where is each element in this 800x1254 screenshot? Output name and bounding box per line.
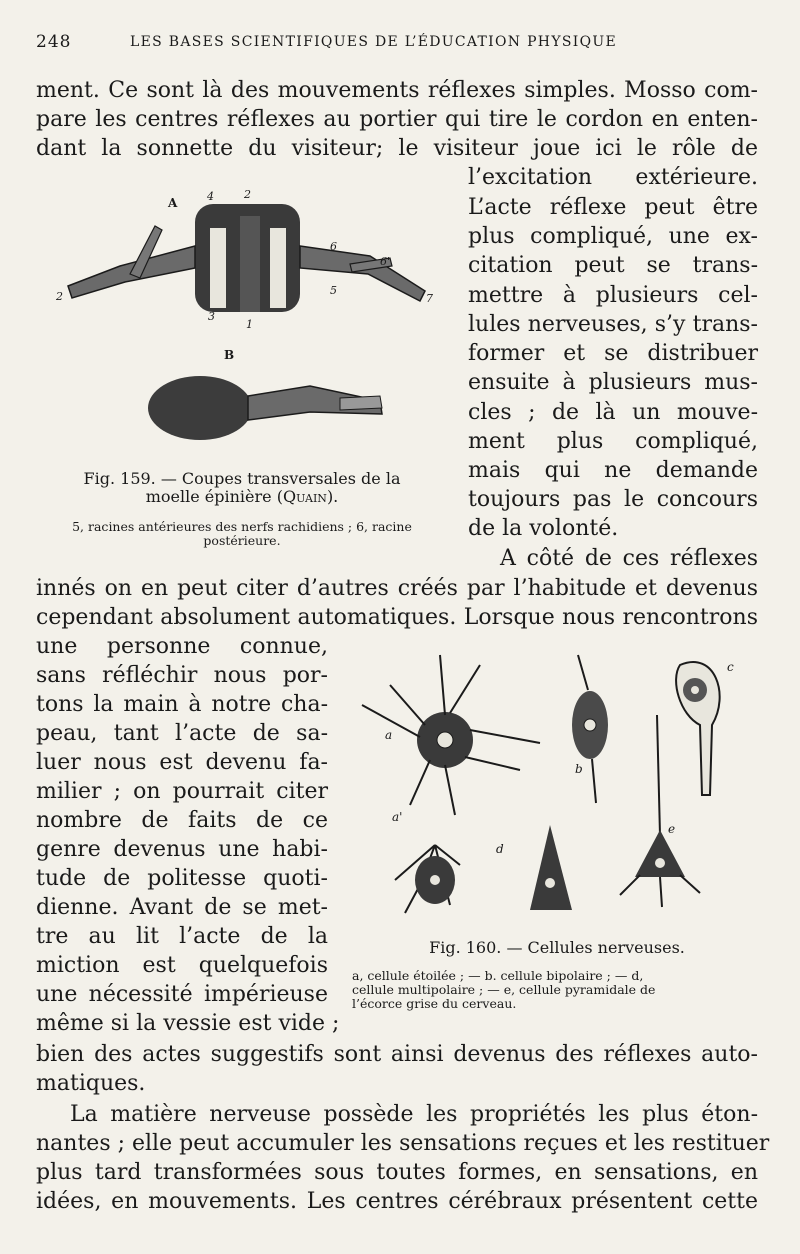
figure-number-label: 2 xyxy=(56,290,63,303)
figure-160-nerve-cells-illustration xyxy=(350,645,770,925)
text-line: l’excitation extérieure. xyxy=(468,165,758,190)
cell-label-c: c xyxy=(727,660,734,674)
figure-159-legend xyxy=(36,520,448,548)
text-line: pare les centres réflexes au portier qui tire le cordon en enten- xyxy=(36,107,758,132)
text-line: former et se distribuer xyxy=(468,341,758,366)
page-header xyxy=(36,32,776,58)
legend-line: postérieure. xyxy=(203,533,281,548)
text-line: plus tard transformées sous toutes formes, en sensations, en xyxy=(36,1160,758,1185)
text-line: ensuite à plusieurs mus- xyxy=(468,370,758,395)
text-line: plus compliqué, une ex- xyxy=(468,224,758,249)
figure-number-label: 2 xyxy=(244,188,251,201)
text-line: cles ; de là un mouve- xyxy=(468,400,758,425)
figure-160-legend xyxy=(352,969,762,1011)
figure-number-label: 7 xyxy=(426,292,433,305)
text-line: ment. Ce sont là des mouvements réflexes simples. Mosso com- xyxy=(36,78,758,103)
figure-number-label: 5 xyxy=(330,284,337,297)
cell-label-a: a xyxy=(385,728,393,742)
text-line: dant la sonnette du visiteur; le visiteur joue ici le rôle de xyxy=(36,136,758,161)
figure-159-caption xyxy=(36,470,448,506)
legend-line: a, cellule étoilée ; — b. cellule bipolaire ; — d, xyxy=(352,968,644,983)
text-line: bien des actes suggestifs sont ainsi devenus des réflexes auto- xyxy=(36,1042,758,1067)
text-line: sans réfléchir nous por- xyxy=(36,663,328,688)
cell-c-drawing xyxy=(676,662,720,795)
text-line: tre au lit l’acte de la xyxy=(36,924,328,949)
text-line: dienne. Avant de se met- xyxy=(36,895,328,920)
running-head: LES BASES SCIENTIFIQUES DE L’ÉDUCATION PHYSIQUE xyxy=(130,34,617,50)
text-line: même si la vessie est vide ; xyxy=(36,1011,340,1036)
cell-label-e: e xyxy=(668,822,676,836)
figure-number-label: 4 xyxy=(207,190,214,203)
cell-label-a-prime: a' xyxy=(392,810,403,824)
text-line: milier ; on pourrait citer xyxy=(36,779,328,804)
text-line: nantes ; elle peut accumuler les sensations reçues et les restituer xyxy=(36,1131,770,1156)
text-line: ment plus compliqué, xyxy=(468,429,758,454)
figure-number-label: 1 xyxy=(246,318,253,331)
figure-label-a: A xyxy=(168,196,178,210)
figure-number-label: 6 xyxy=(330,240,337,253)
text-line: matiques. xyxy=(36,1071,146,1096)
text-line: tons la main à notre cha- xyxy=(36,692,328,717)
text-line: de la volonté. xyxy=(468,516,619,541)
cell-label-d: d xyxy=(496,842,504,856)
text-line: A côté de ces réflexes xyxy=(500,546,758,571)
figure-number-label: 3 xyxy=(208,310,215,323)
legend-line: 5, racines antérieures des nerfs rachidiens ; 6, racine xyxy=(72,519,412,534)
page-number: 248 xyxy=(36,32,72,52)
text-line: genre devenus une habi- xyxy=(36,837,328,862)
caption-text: moelle épinière ( xyxy=(145,487,283,506)
cell-d2-drawing xyxy=(530,825,572,910)
text-line: tude de politesse quoti- xyxy=(36,866,328,891)
legend-line: l’écorce grise du cerveau. xyxy=(352,996,517,1011)
text-line: luer nous est devenu fa- xyxy=(36,750,328,775)
figure-label-b: B xyxy=(224,348,235,362)
caption-author: Quain xyxy=(282,487,327,506)
legend-line: cellule multipolaire ; — e, cellule pyramidale de xyxy=(352,982,656,997)
text-line: miction est quelquefois xyxy=(36,953,328,978)
text-line: peau, tant l’acte de sa- xyxy=(36,721,328,746)
caption-text: ). xyxy=(326,487,339,506)
cell-label-b: b xyxy=(575,762,583,776)
text-line: nombre de faits de ce xyxy=(36,808,328,833)
text-line: une personne connue, xyxy=(36,634,328,659)
text-line: une nécessité impérieuse xyxy=(36,982,328,1007)
text-line: La matière nerveuse possède les propriétés les plus éton- xyxy=(70,1102,758,1127)
cell-d-multipolar-drawing xyxy=(395,845,460,913)
text-line: lules nerveuses, s’y trans- xyxy=(468,312,758,337)
text-line: citation peut se trans- xyxy=(468,253,758,278)
section-b-drawing xyxy=(148,376,382,440)
section-a-drawing xyxy=(68,204,425,312)
text-line: idées, en mouvements. Les centres cérébraux présentent cette xyxy=(36,1189,758,1214)
text-line: L’acte réflexe peut être xyxy=(468,195,758,220)
caption-line: Fig. 159. — Coupes transversales de la xyxy=(83,469,401,488)
figure-159-spinal-cord-illustration xyxy=(50,186,450,446)
text-line: cependant absolument automatiques. Lorsque nous rencontrons xyxy=(36,605,758,630)
caption-line-author xyxy=(36,488,448,506)
cell-e-pyramidal-drawing xyxy=(620,715,700,907)
figure-number-label: 6' xyxy=(380,255,391,268)
text-line: mettre à plusieurs cel- xyxy=(468,283,758,308)
text-line: toujours pas le concours xyxy=(468,487,758,512)
text-line: innés on en peut citer d’autres créés par l’habitude et devenus xyxy=(36,576,758,601)
cell-b-bipolar-drawing xyxy=(572,655,608,803)
text-line: mais qui ne demande xyxy=(468,458,758,483)
figure-160-caption: Fig. 160. — Cellules nerveuses. xyxy=(429,938,685,957)
